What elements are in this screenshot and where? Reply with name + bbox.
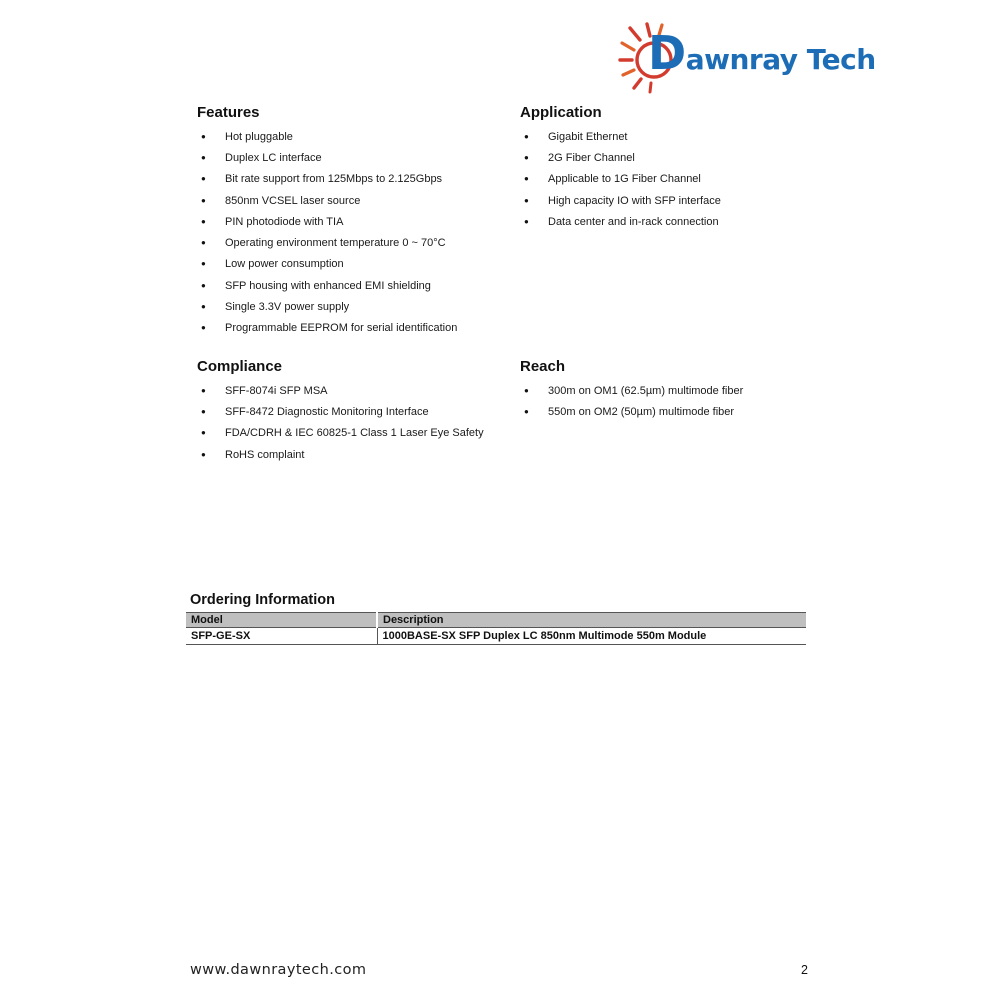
bullet-icon: ● xyxy=(201,174,206,184)
cell-description: 1000BASE-SX SFP Duplex LC 850nm Multimode 550m Module xyxy=(377,628,806,645)
features-heading: Features xyxy=(197,104,260,121)
list-item xyxy=(197,147,517,168)
list-item xyxy=(197,254,517,275)
compliance-heading: Compliance xyxy=(197,358,283,375)
bullet-icon: ● xyxy=(201,428,206,438)
table-header-row xyxy=(186,613,806,628)
section-compliance xyxy=(197,358,537,465)
application-item: 2G Fiber Channel xyxy=(548,151,635,164)
list-item xyxy=(197,380,537,401)
logo-wordmark xyxy=(648,26,876,80)
list-item xyxy=(197,296,517,317)
feature-item: Bit rate support from 125Mbps to 2.125Gbps xyxy=(225,173,443,186)
reach-list xyxy=(520,380,860,423)
reach-item: 550m on OM2 (50µm) multimode fiber xyxy=(548,405,735,418)
company-logo xyxy=(610,8,876,96)
ordering-table xyxy=(186,612,806,645)
bullet-icon: ● xyxy=(201,323,206,333)
list-item xyxy=(520,126,840,147)
compliance-item: FDA/CDRH & IEC 60825-1 Class 1 Laser Eye Safety xyxy=(225,427,484,440)
section-features xyxy=(197,104,517,339)
ordering-heading: Ordering Information xyxy=(190,592,335,608)
section-reach xyxy=(520,358,860,423)
logo-text-rest: awnray Tech xyxy=(685,43,876,76)
compliance-item: SFF-8074i SFP MSA xyxy=(225,384,328,397)
bullet-icon: ● xyxy=(201,238,206,248)
reach-heading: Reach xyxy=(520,358,566,375)
list-item xyxy=(197,275,517,296)
feature-item: Programmable EEPROM for serial identification xyxy=(225,322,458,335)
list-item xyxy=(520,211,840,232)
feature-item: SFP housing with enhanced EMI shielding xyxy=(225,279,431,292)
application-item: High capacity IO with SFP interface xyxy=(548,194,721,207)
compliance-list xyxy=(197,380,537,465)
list-item xyxy=(520,169,840,190)
cell-model: SFP-GE-SX xyxy=(186,628,377,645)
application-list xyxy=(520,126,840,232)
list-item xyxy=(520,380,860,401)
list-item xyxy=(197,211,517,232)
bullet-icon: ● xyxy=(201,302,206,312)
logo-letter-d: D xyxy=(648,26,686,80)
feature-item: PIN photodiode with TIA xyxy=(225,215,344,228)
section-application xyxy=(520,104,840,232)
list-item xyxy=(197,126,517,147)
list-item xyxy=(197,190,517,211)
bullet-icon: ● xyxy=(201,280,206,290)
list-item xyxy=(197,401,537,422)
bullet-icon: ● xyxy=(524,152,529,162)
footer-page-number: 2 xyxy=(801,963,808,977)
list-item xyxy=(197,423,537,444)
feature-item: Operating environment temperature 0 ~ 70°C xyxy=(225,237,446,250)
features-list xyxy=(197,126,517,339)
column-header-model: Model xyxy=(186,613,377,628)
compliance-item: SFF-8472 Diagnostic Monitoring Interface xyxy=(225,405,429,418)
feature-item: Single 3.3V power supply xyxy=(225,301,350,314)
table-row xyxy=(186,628,806,645)
bullet-icon: ● xyxy=(201,449,206,459)
column-header-description: Description xyxy=(377,613,806,628)
feature-item: Low power consumption xyxy=(225,258,344,271)
list-item xyxy=(197,169,517,190)
reach-item: 300m on OM1 (62.5µm) multimode fiber xyxy=(548,384,744,397)
list-item xyxy=(520,147,840,168)
application-item: Applicable to 1G Fiber Channel xyxy=(548,173,701,186)
application-item: Gigabit Ethernet xyxy=(548,130,628,143)
bullet-icon: ● xyxy=(201,406,206,416)
feature-item: Duplex LC interface xyxy=(225,151,322,164)
list-item xyxy=(197,318,517,339)
feature-item: Hot pluggable xyxy=(225,130,293,143)
list-item xyxy=(520,190,840,211)
bullet-icon: ● xyxy=(524,174,529,184)
application-item: Data center and in-rack connection xyxy=(548,215,719,228)
bullet-icon: ● xyxy=(201,259,206,269)
compliance-item: RoHS complaint xyxy=(225,448,305,461)
bullet-icon: ● xyxy=(524,131,529,141)
feature-item: 850nm VCSEL laser source xyxy=(225,194,361,207)
bullet-icon: ● xyxy=(201,131,206,141)
bullet-icon: ● xyxy=(201,385,206,395)
list-item xyxy=(520,401,860,422)
footer-website: www.dawnraytech.com xyxy=(190,962,367,978)
bullet-icon: ● xyxy=(524,406,529,416)
bullet-icon: ● xyxy=(201,195,206,205)
bullet-icon: ● xyxy=(524,216,529,226)
bullet-icon: ● xyxy=(201,216,206,226)
bullet-icon: ● xyxy=(524,195,529,205)
list-item xyxy=(197,232,517,253)
section-ordering-information xyxy=(186,592,806,645)
list-item xyxy=(197,444,537,465)
bullet-icon: ● xyxy=(524,385,529,395)
application-heading: Application xyxy=(520,104,602,121)
bullet-icon: ● xyxy=(201,152,206,162)
